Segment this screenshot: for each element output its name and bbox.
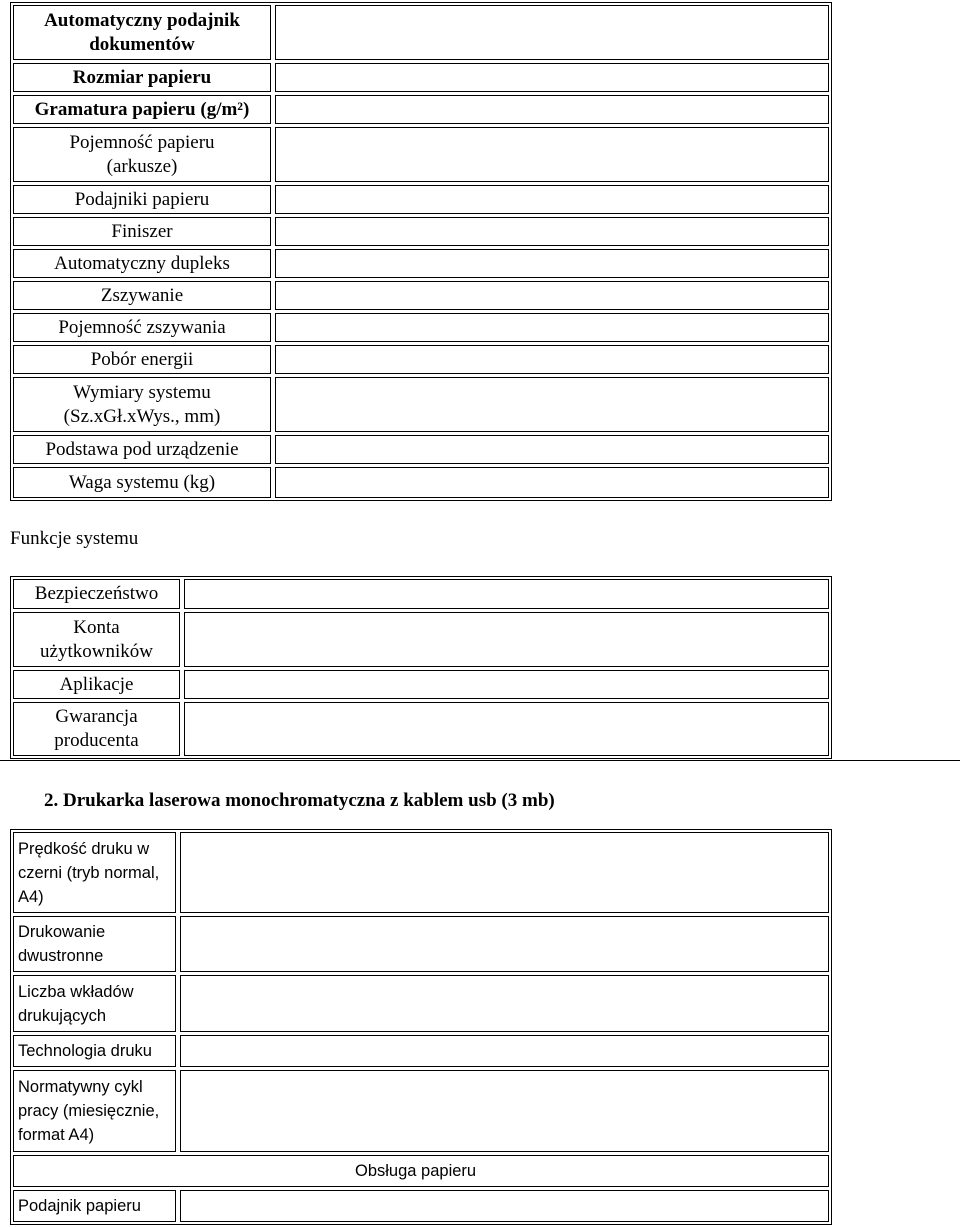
table-row-value (275, 185, 829, 214)
table-row-value (275, 345, 829, 374)
table-row-label: Technologia druku (13, 1035, 176, 1067)
table-row-value (275, 249, 829, 278)
table-row-label: Podstawa pod urządzenie (13, 435, 271, 464)
table-row-label: Finiszer (13, 217, 271, 246)
table-row-label: Gramatura papieru (g/m²) (13, 95, 271, 124)
table-row-label: Gwarancja producenta (13, 702, 180, 756)
table-row-label: Automatyczny dupleks (13, 249, 271, 278)
table-row-value (184, 579, 829, 609)
table-row-label: Pojemność zszywania (13, 313, 271, 342)
table-row-label: Bezpieczeństwo (13, 579, 180, 609)
table-row-value (180, 1035, 829, 1067)
table-row-value (180, 1070, 829, 1152)
table-row-label: Normatywny cykl pracy (miesięcznie, format A4) (13, 1070, 176, 1152)
table-row-value (275, 127, 829, 182)
table-row-label: Drukowanie dwustronne (13, 916, 176, 972)
table-row-value (275, 281, 829, 310)
page-divider (0, 760, 960, 761)
table-row-label: Podajnik papieru (13, 1190, 176, 1222)
table-row-value (180, 975, 829, 1032)
table-row-value (275, 217, 829, 246)
table-row-value (275, 95, 829, 124)
table-row-value (275, 467, 829, 498)
table-row-value (184, 612, 829, 667)
table-row-label: Wymiary systemu (Sz.xGł.xWys., mm) (13, 377, 271, 432)
table-row-label: Pojemność papieru (arkusze) (13, 127, 271, 182)
table-row-label: Zszywanie (13, 281, 271, 310)
table-row-label: Pobór energii (13, 345, 271, 374)
table-row-label: Podajniki papieru (13, 185, 271, 214)
table-row-label: Waga systemu (kg) (13, 467, 271, 498)
table-row-value (184, 670, 829, 699)
table-row-value (275, 5, 829, 60)
section-heading: Funkcje systemu (10, 528, 139, 549)
table-row-value (180, 832, 829, 913)
table-row-value (275, 63, 829, 92)
table-row-value (180, 1190, 829, 1222)
table-row-label: Prędkość druku w czerni (tryb normal, A4) (13, 832, 176, 913)
table-row-label: Aplikacje (13, 670, 180, 699)
table-row-label: Liczba wkładów drukujących (13, 975, 176, 1032)
merged-header-cell: Obsługa papieru (13, 1155, 829, 1187)
table-row-value (275, 435, 829, 464)
table-row-value (184, 702, 829, 756)
table-row-label: Automatyczny podajnik dokumentów (13, 5, 271, 60)
section-title: 2. Drukarka laserowa monochromatyczna z kablem usb (3 mb) (44, 790, 555, 811)
table-row-value (275, 313, 829, 342)
table-row-value (275, 377, 829, 432)
table-row-label: Rozmiar papieru (13, 63, 271, 92)
table-row-label: Konta użytkowników (13, 612, 180, 667)
table-row-value (180, 916, 829, 972)
